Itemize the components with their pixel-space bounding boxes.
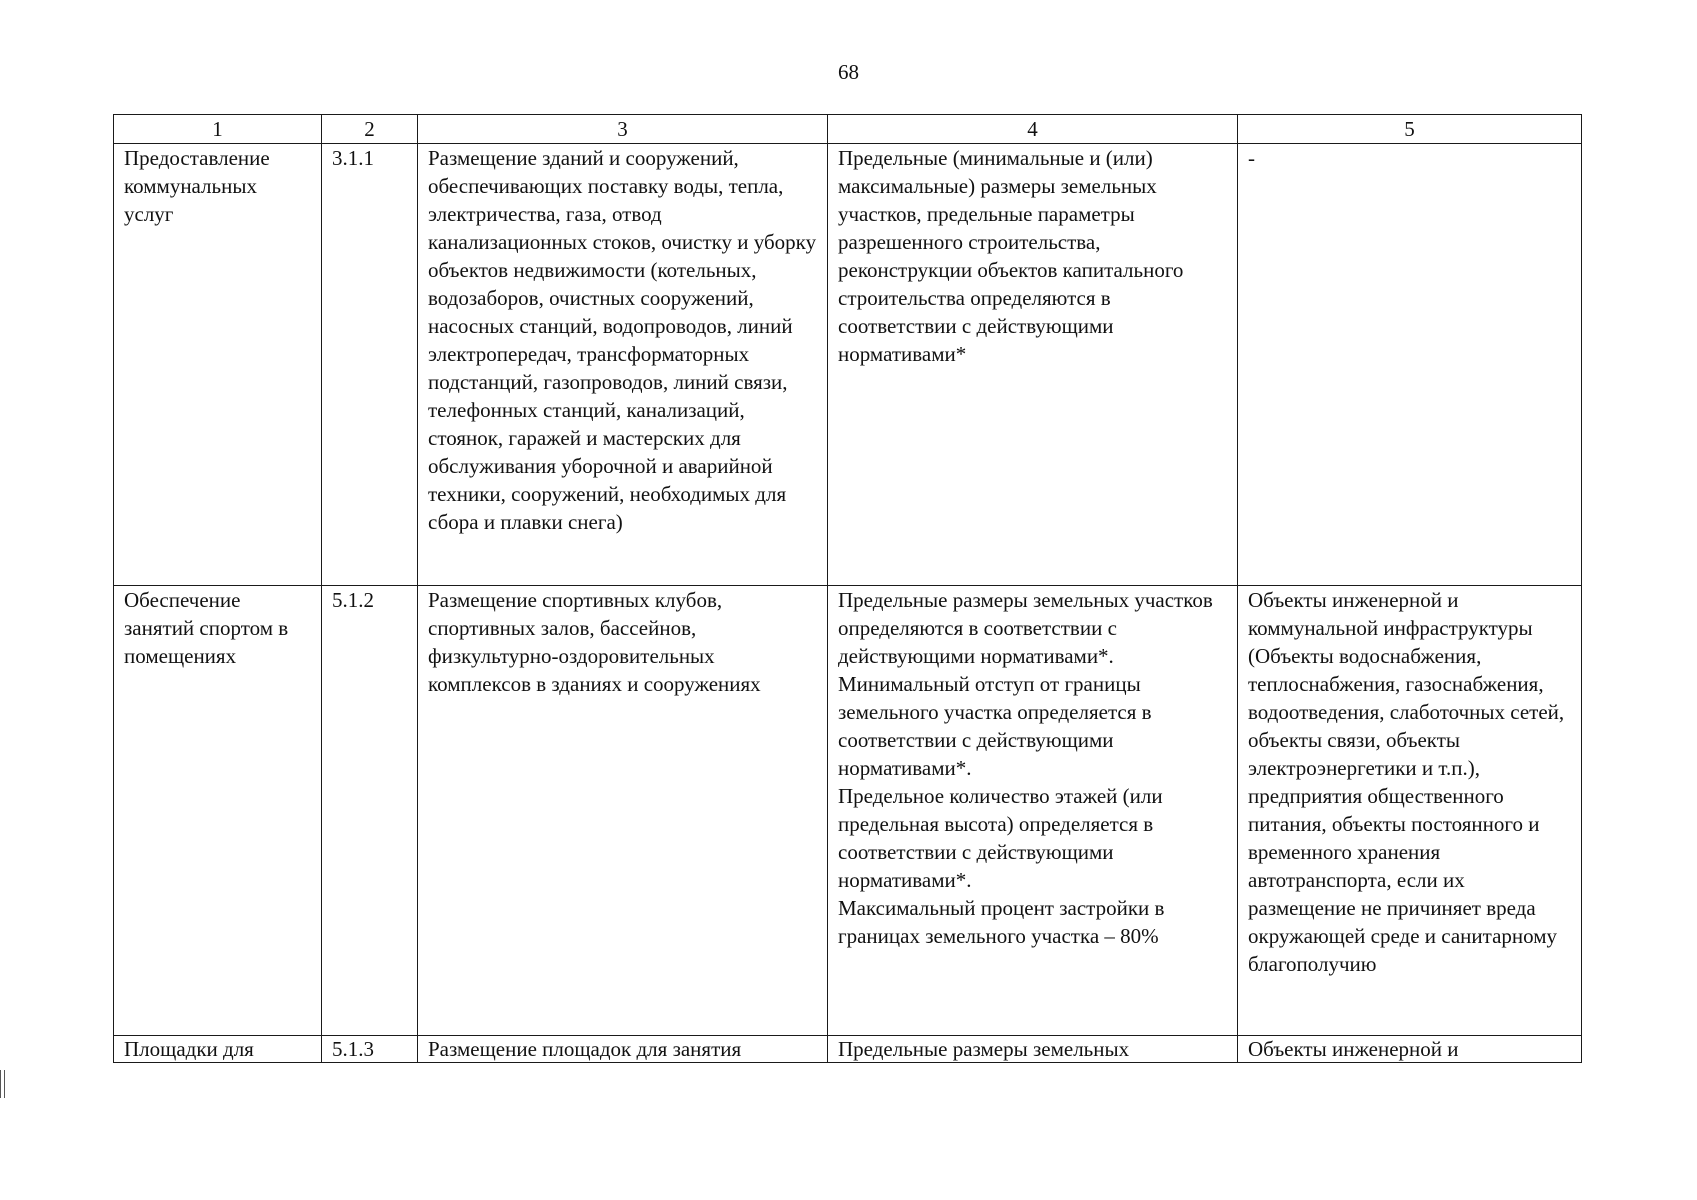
use-code-cell: 3.1.1 (322, 144, 418, 586)
page-number: 68 (838, 60, 859, 84)
table-row (114, 1036, 1582, 1063)
column-header-5: 5 (1238, 115, 1582, 144)
use-description-cell: Размещение площадок для занятия (418, 1036, 828, 1063)
binding-margin-mark (0, 1070, 5, 1098)
use-code-cell: 5.1.3 (322, 1036, 418, 1063)
use-description-cell: Размещение спортивных клубов, спортивных залов, бассейнов, физкультурно-оздоровительных комплексов в зданиях и сооружениях (418, 586, 828, 1036)
auxiliary-uses-cell: - (1238, 144, 1582, 586)
column-header-3: 3 (418, 115, 828, 144)
use-name-cell: Площадки для (114, 1036, 322, 1063)
table-row (114, 144, 1582, 586)
parameters-cell: Предельные размеры земельных (828, 1036, 1238, 1063)
use-name-cell: Обеспечение занятий спортом в помещениях (114, 586, 322, 1036)
auxiliary-uses-cell: Объекты инженерной и (1238, 1036, 1582, 1063)
table-body (114, 144, 1582, 1063)
parameters-cell: Предельные (минимальные и (или) максимальные) размеры земельных участков, предельные параметры разрешенного строительства, реконструкции объектов капитального строительства определяются в соответствии с действующими нормативами* (828, 144, 1238, 586)
use-code-cell: 5.1.2 (322, 586, 418, 1036)
column-header-1: 1 (114, 115, 322, 144)
use-description-cell: Размещение зданий и сооружений, обеспечивающих поставку воды, тепла, электричества, газа, отвод канализационных стоков, очистку и уборку объектов недвижимости (котельных, водозаборов, очистных сооружений, насосных станций, водопроводов, линий электропередач, трансформаторных подстанций, газопроводов, линий связи, телефонных станций, канализаций, стоянок, гаражей и мастерских для обслуживания уборочной и аварийной техники, сооружений, необходимых для сбора и плавки снега) (418, 144, 828, 586)
auxiliary-uses-cell: Объекты инженерной и коммунальной инфраструктуры (Объекты водоснабжения, теплоснабжения, газоснабжения, водоотведения, слаботочных сетей, объекты связи, объекты электроэнергетики и т.п.), предприятия общественного питания, объекты постоянного и временного хранения автотранспорта, если их размещение не причиняет вреда окружающей среде и санитарному благополучию (1238, 586, 1582, 1036)
regulations-table (113, 114, 1582, 1063)
use-name-cell: Предоставление коммунальных услуг (114, 144, 322, 586)
header-row (114, 115, 1582, 144)
column-header-4: 4 (828, 115, 1238, 144)
parameters-cell: Предельные размеры земельных участков определяются в соответствии с действующими нормативами*. Минимальный отступ от границы земельного участка определяется в соответствии с действующими нормативами*. Предельное количество этажей (или предельная высота) определяется в соответствии с действующими нормативами*. Максимальный процент застройки в границах земельного участка – 80% (828, 586, 1238, 1036)
column-header-2: 2 (322, 115, 418, 144)
table-header (114, 115, 1582, 144)
table-row (114, 586, 1582, 1036)
